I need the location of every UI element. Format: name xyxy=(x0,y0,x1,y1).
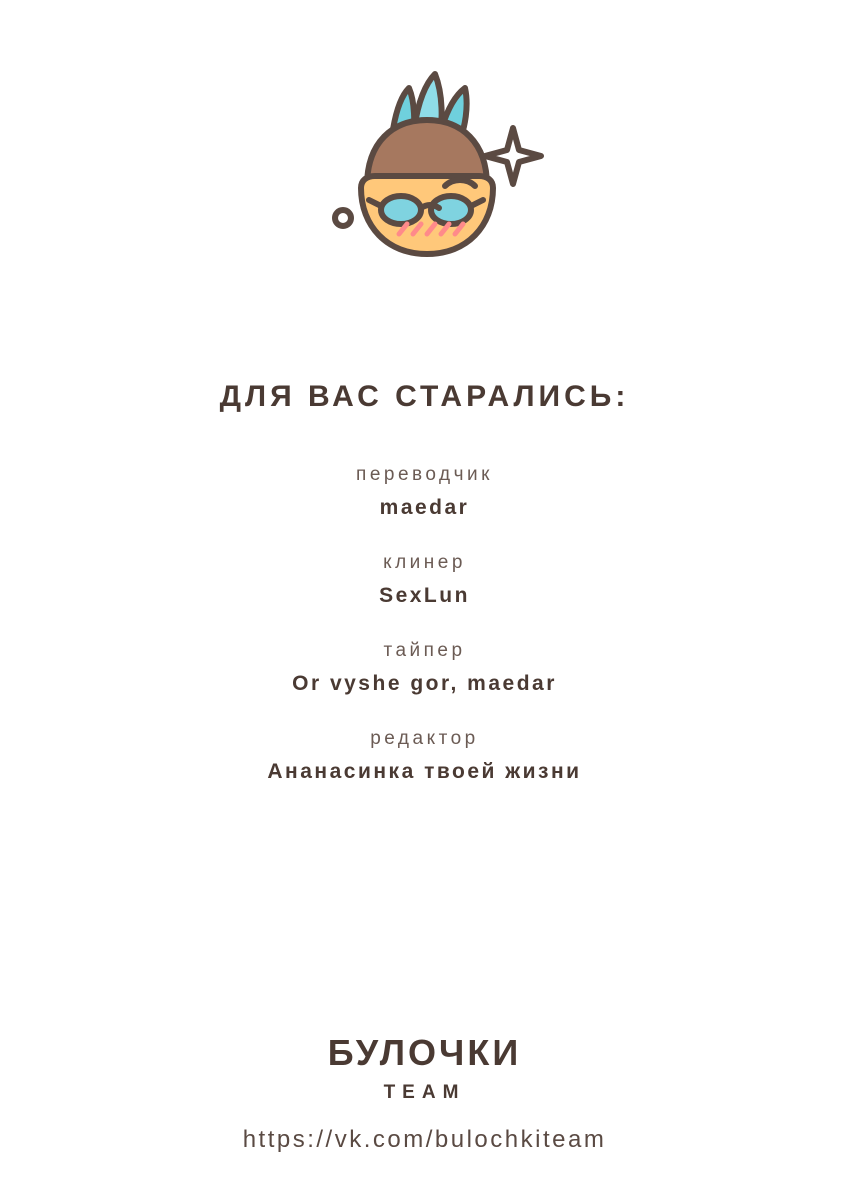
credit-name: Ананасинка твоей жизни xyxy=(267,760,582,783)
team-link[interactable]: https://vk.com/bulochkiteam xyxy=(242,1126,607,1153)
credit-entry xyxy=(379,552,470,608)
credits-list xyxy=(0,464,849,816)
credit-role: редактор xyxy=(370,728,479,749)
credits-title: ДЛЯ ВАС СТАРАЛИСЬ: xyxy=(219,380,630,413)
credit-entry xyxy=(267,728,581,784)
footer xyxy=(0,1032,849,1154)
credit-entry xyxy=(292,640,557,696)
credit-role: переводчик xyxy=(356,464,493,485)
credit-name: SexLun xyxy=(379,584,470,607)
team-name: БУЛОЧКИ xyxy=(327,1032,522,1073)
credit-role: тайпер xyxy=(383,640,466,661)
credit-name: maedar xyxy=(379,496,470,519)
mascot-illustration xyxy=(295,58,555,288)
credit-entry xyxy=(356,464,493,520)
credit-name: Or vyshe gor, maedar xyxy=(292,672,557,695)
team-subtitle: TEAM xyxy=(383,1082,466,1103)
credit-role: клинер xyxy=(383,552,466,573)
